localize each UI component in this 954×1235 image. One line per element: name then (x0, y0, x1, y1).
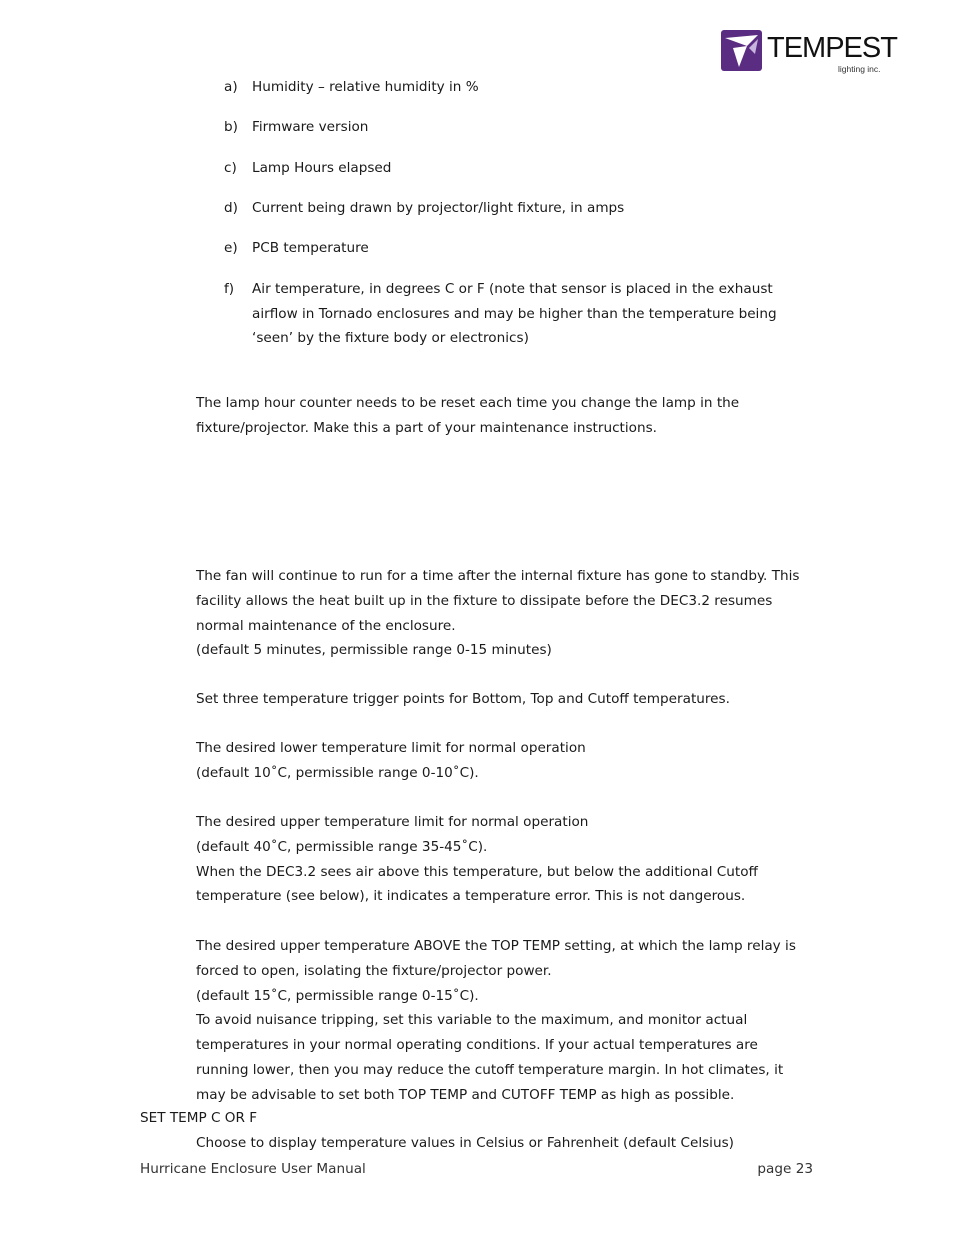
list-marker: a) (224, 79, 238, 95)
list-item: Humidity – relative humidity in % (252, 79, 479, 95)
footer-manual-title: Hurricane Enclosure User Manual (140, 1161, 366, 1177)
set-temp-heading: SET TEMP C OR F (140, 1110, 258, 1126)
lamp-reset-paragraph (196, 391, 739, 441)
list-marker: b) (224, 119, 238, 135)
logo-wordmark: TEMPEST (767, 32, 897, 64)
list-item (252, 277, 777, 351)
top-temp-paragraph (196, 810, 758, 909)
paragraph-line: may be advisable to set both TOP TEMP and CUTOFF TEMP as high as possible. (196, 1086, 735, 1103)
set-temp-description: Choose to display temperature values in Celsius or Fahrenheit (default Celsius) (196, 1135, 734, 1151)
paragraph-line: The lamp hour counter needs to be reset each time you change the lamp in the (196, 395, 740, 411)
list-item: Current being drawn by projector/light fixture, in amps (252, 200, 625, 216)
paragraph-line: The desired upper temperature limit for normal operation (196, 814, 589, 830)
list-item-line: Air temperature, in degrees C or F (note that sensor is placed in the exhaust (252, 281, 773, 297)
paragraph-line: normal maintenance of the enclosure. (196, 617, 456, 634)
paragraph-line: When the DEC3.2 sees air above this temperature, but below the additional Cutoff (196, 863, 758, 880)
fan-paragraph (196, 564, 799, 663)
tempest-logo-mark-icon (721, 30, 762, 71)
paragraph-line: facility allows the heat built up in the fixture to dissipate before the DEC3.2 resumes (196, 592, 773, 609)
paragraph-line: (default 40˚C, permissible range 35-45˚C). (196, 838, 488, 855)
list-item: Lamp Hours elapsed (252, 160, 392, 176)
list-item-line: airflow in Tornado enclosures and may be higher than the temperature being (252, 305, 777, 322)
list-item-line: ‘seen’ by the fixture body or electronics) (252, 330, 529, 346)
bottom-temp-paragraph (196, 736, 586, 786)
logo-subtitle: lighting inc. (838, 64, 881, 74)
paragraph-line: To avoid nuisance tripping, set this variable to the maximum, and monitor actual (196, 1012, 748, 1029)
paragraph-line: temperature (see below), it indicates a temperature error. This is not dangerous. (196, 888, 746, 905)
list-marker: f) (224, 281, 235, 297)
list-marker: c) (224, 160, 237, 176)
list-marker: d) (224, 200, 238, 216)
paragraph-line: fixture/projector. Make this a part of your maintenance instructions. (196, 419, 657, 436)
paragraph-line: Set three temperature trigger points for Bottom, Top and Cutoff temperatures. (196, 691, 730, 707)
list-marker: e) (224, 240, 238, 256)
paragraph-line: The desired upper temperature ABOVE the TOP TEMP setting, at which the lamp relay is (196, 938, 796, 954)
list-item: Firmware version (252, 119, 369, 135)
paragraph-line: The fan will continue to run for a time after the internal fixture has gone to standby. This (196, 568, 800, 584)
paragraph-line: (default 15˚C, permissible range 0-15˚C). (196, 987, 479, 1004)
paragraph-line: The desired lower temperature limit for normal operation (196, 740, 586, 756)
paragraph-line: (default 10˚C, permissible range 0-10˚C). (196, 764, 479, 781)
footer-page-number: page 23 (757, 1161, 813, 1177)
paragraph-line: forced to open, isolating the fixture/projector power. (196, 962, 552, 979)
list-item: PCB temperature (252, 240, 369, 256)
paragraph-line: (default 5 minutes, permissible range 0-15 minutes) (196, 642, 552, 659)
cutoff-temp-paragraph (196, 934, 796, 1108)
paragraph-line: running lower, then you may reduce the cutoff temperature margin. In hot climates, it (196, 1061, 784, 1078)
triggers-paragraph (196, 687, 730, 712)
paragraph-line: temperatures in your normal operating conditions. If your actual temperatures are (196, 1037, 758, 1054)
tempest-logo (721, 30, 896, 76)
